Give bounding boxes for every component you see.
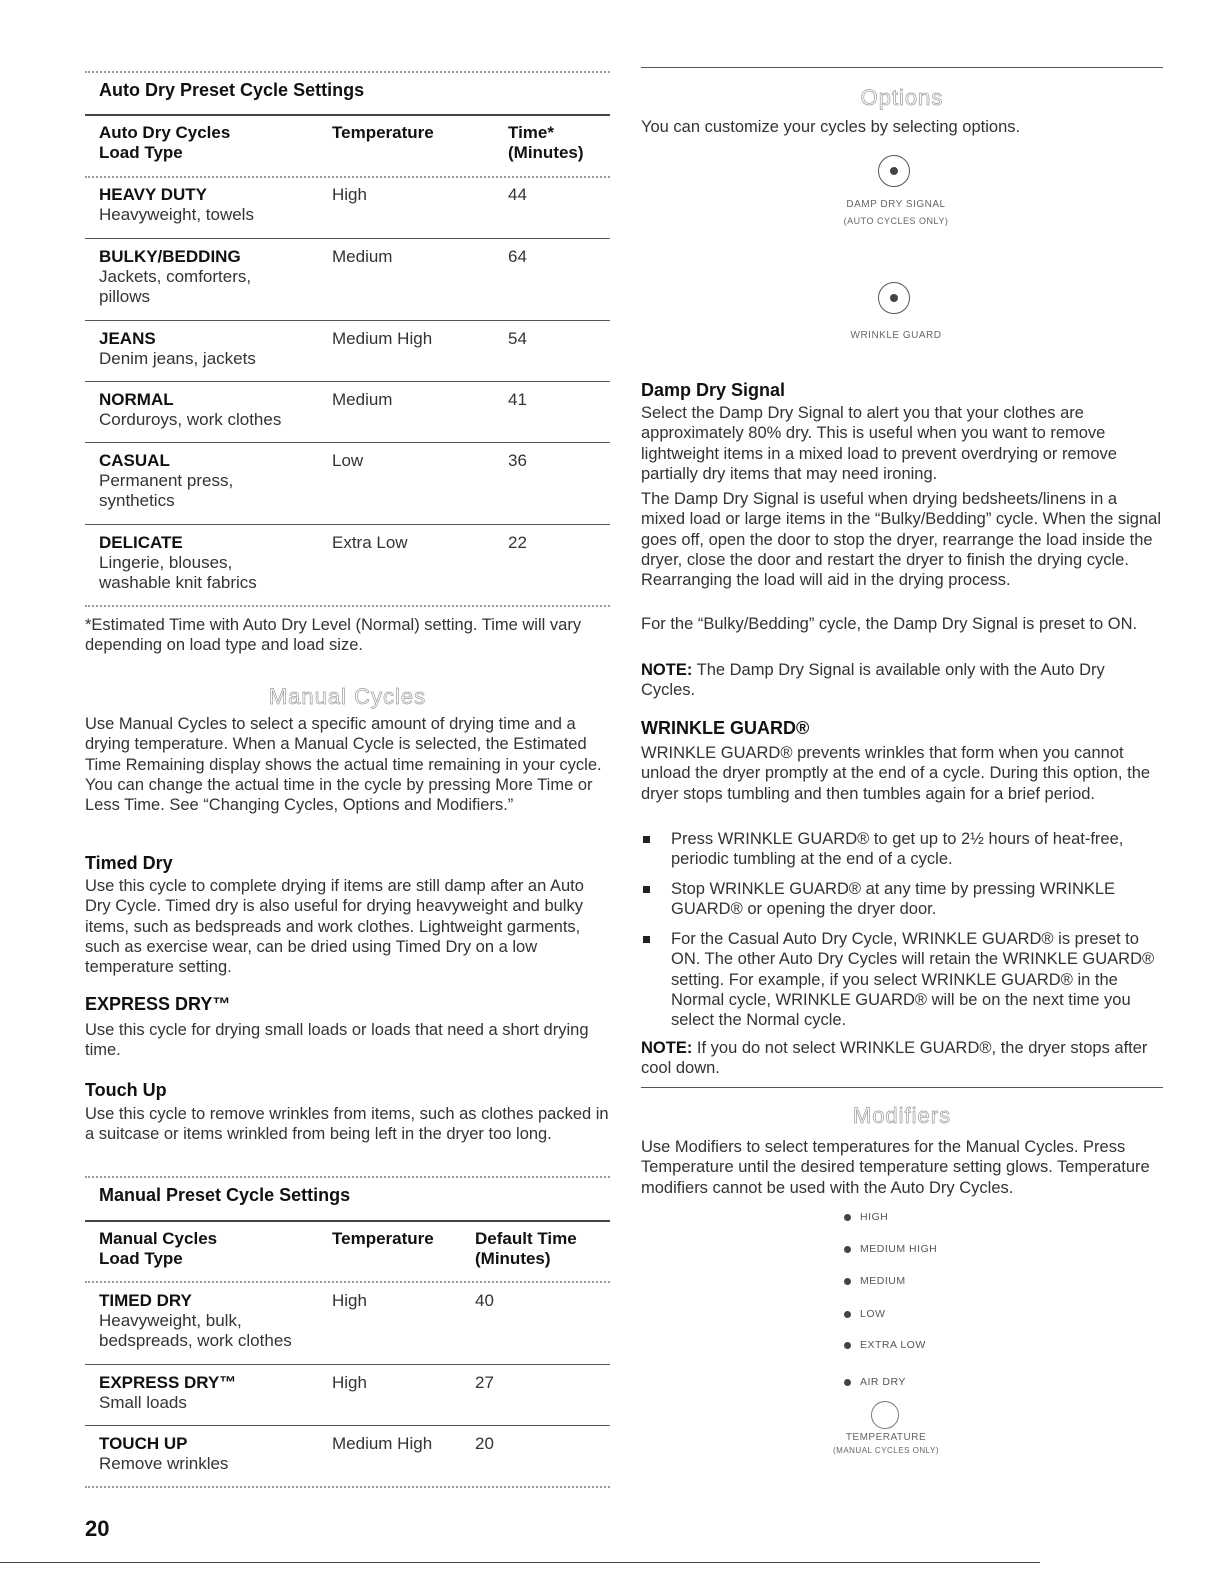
damp-dry-signal-p3: For the “Bulky/Bedding” cycle, the Damp Dry Signal is preset to ON.: [641, 615, 1138, 633]
indicator-dot-icon: [844, 1311, 851, 1318]
indicator-dot-icon: [844, 1342, 851, 1349]
modifier-level-high: HIGH: [844, 1211, 888, 1223]
manual-table-title-rule: [85, 1220, 610, 1222]
damp-dry-signal-sublabel: (AUTO CYCLES ONLY): [843, 216, 949, 226]
express-dry-text: Use this cycle for drying small loads or loads that need a short drying time.: [85, 1021, 589, 1060]
modifier-level-air-dry: AIR DRY: [844, 1376, 906, 1388]
damp-dry-signal-label: DAMP DRY SIGNAL: [846, 199, 946, 210]
wrinkle-guard-p1: WRINKLE GUARD® prevents wrinkles that form when you cannot unload the dryer promptly at the end of a cycle. During this option, the dryer stops tumbling and then tumbles again for a brief period.: [641, 744, 1151, 803]
auto-table-bottom-dotted-rule: [85, 605, 610, 607]
damp-dry-signal-p2: The Damp Dry Signal is useful when drying bedsheets/linens in a mixed load or large items in the “Bulky/Bedding” cycle. When the signal goes off, open the door to stop the dryer, rearrange the load inside the dryer, close the door and restart the dryer to finish the drying cycle. Rearranging the load will aid in the drying process.: [641, 490, 1161, 590]
auto-table-footnote: *Estimated Time with Auto Dry Level (Normal) setting. Time will vary depending on load type and load size.: [85, 616, 582, 654]
temperature-button-sublabel: (MANUAL CYCLES ONLY): [832, 1446, 940, 1455]
auto-header-dotted-rule: [85, 176, 610, 178]
damp-dry-signal-title: Damp Dry Signal: [641, 380, 786, 400]
temperature-button-label: TEMPERATURE: [845, 1432, 927, 1443]
damp-dry-signal-note: NOTE: The Damp Dry Signal is available only with the Auto Dry Cycles.: [641, 661, 1105, 700]
modifiers-top-rule: [641, 1087, 1163, 1088]
wrinkle-guard-title: WRINKLE GUARD®: [641, 718, 810, 738]
timed-dry-title: Timed Dry: [85, 853, 173, 873]
manual-table-title: Manual Preset Cycle Settings: [99, 1185, 351, 1205]
indicator-dot-icon: [844, 1379, 851, 1386]
auto-header-cycles: Auto Dry Cycles Load Type: [99, 123, 231, 162]
modifiers-heading: Modifiers: [852, 1103, 952, 1128]
touch-up-title: Touch Up: [85, 1080, 167, 1100]
modifier-level-medium-high: MEDIUM HIGH: [844, 1243, 937, 1255]
modifier-level-medium: MEDIUM: [844, 1275, 906, 1287]
wrinkle-guard-button-icon: [878, 282, 910, 314]
options-heading: Options: [860, 85, 944, 110]
auto-table-title-rule: [85, 114, 610, 116]
page-number: 20: [85, 1516, 110, 1541]
damp-dry-signal-button-icon: [878, 155, 910, 187]
options-top-rule: [641, 67, 1163, 68]
manual-header-dotted-rule: [85, 1281, 610, 1283]
auto-header-temperature: Temperature: [332, 123, 434, 142]
modifier-level-extra-low: EXTRA LOW: [844, 1339, 926, 1351]
table-top-dotted-rule: [85, 71, 610, 73]
express-dry-title: EXPRESS DRY™: [85, 994, 231, 1014]
indicator-dot-icon: [844, 1214, 851, 1221]
page-bottom-rule: [0, 1562, 1040, 1563]
modifier-level-low: LOW: [844, 1308, 885, 1320]
wrinkle-guard-note: NOTE: If you do not select WRINKLE GUARD®, the dryer stops after cool down.: [641, 1039, 1148, 1078]
damp-dry-signal-p1: Select the Damp Dry Signal to alert you that your clothes are approximately 80% dry. This is useful when you want to remove lightweight items in a mixed load to prevent overdrying or remove partially dry items that may need ironing.: [641, 404, 1117, 483]
manual-header-cycles: Manual Cycles Load Type: [99, 1229, 218, 1268]
indicator-dot-icon: [844, 1246, 851, 1253]
touch-up-text: Use this cycle to remove wrinkles from items, such as clothes packed in a suitcase or items wrinkled from being left in the dryer too long.: [85, 1105, 609, 1144]
auto-header-time: Time* (Minutes): [508, 123, 584, 162]
wrinkle-guard-label: WRINKLE GUARD: [850, 330, 942, 341]
timed-dry-text: Use this cycle to complete drying if items are still damp after an Auto Dry Cycle. Timed dry is also useful for drying heavyweight and bulky items, such as bedspreads and work clothes. Lightweight garments, such as exercise wear, can be dried using Timed Dry on a low temperature setting.: [85, 877, 584, 977]
modifiers-intro: Use Modifiers to select temperatures for the Manual Cycles. Press Temperature until the desired temperature setting glows. Temperature modifiers cannot be used with the Auto Dry Cycles.: [641, 1138, 1150, 1197]
indicator-dot-icon: [844, 1278, 851, 1285]
auto-table-title: Auto Dry Preset Cycle Settings: [99, 80, 365, 100]
manual-table-top-dotted-rule: [85, 1176, 610, 1178]
manual-cycles-heading: Manual Cycles: [268, 684, 427, 709]
manual-cycles-intro: Use Manual Cycles to select a specific amount of drying time and a drying temperature. When a Manual Cycle is selected, the Estimated Time Remaining display shows the actual time remaining in your cycle. You can change the actual time in the cycle by pressing More Time or Less Time. See “Changing Cycles, Options and Modifiers.”: [85, 715, 602, 815]
temperature-button-icon: [871, 1401, 899, 1429]
manual-header-temperature: Temperature: [332, 1229, 434, 1248]
options-intro: You can customize your cycles by selecting options.: [641, 118, 1021, 136]
manual-header-time: Default Time (Minutes): [475, 1229, 577, 1268]
manual-table-bottom-dotted-rule: [85, 1486, 610, 1488]
